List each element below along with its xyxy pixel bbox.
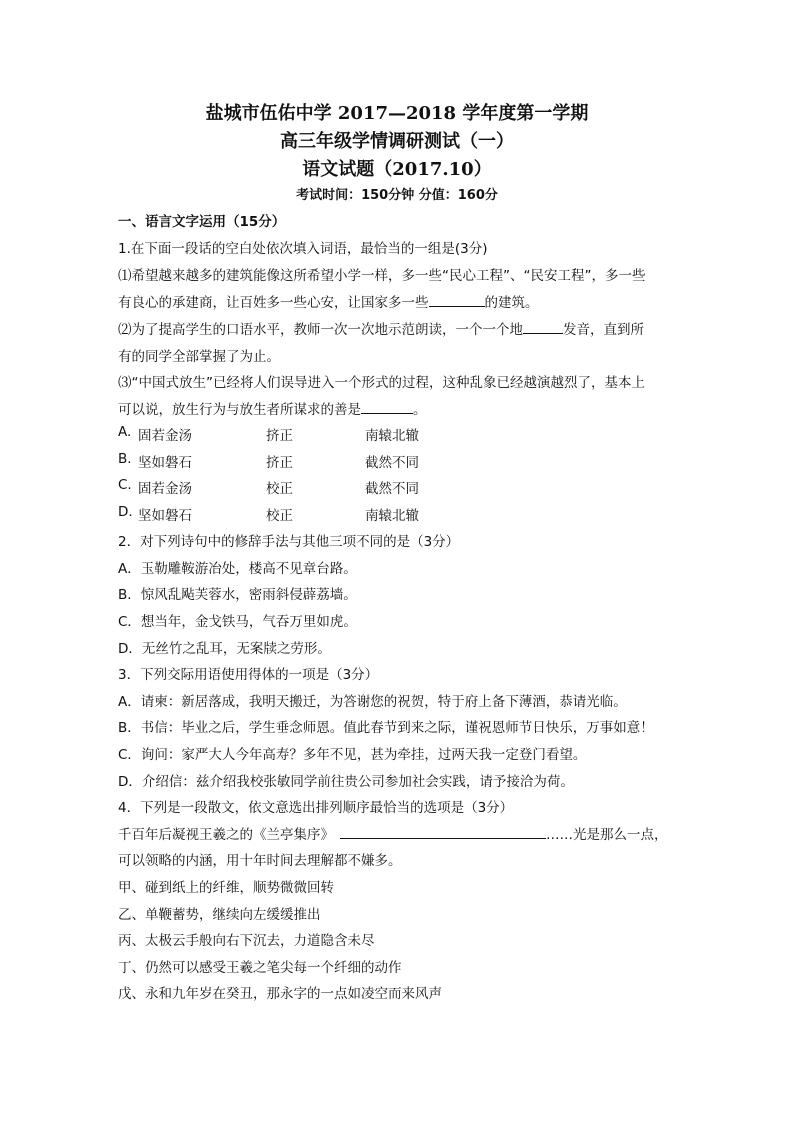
- option-word-3: 南辕北辙: [365, 428, 419, 444]
- text-fragment: 有良心的承建商，让百姓多一些心安，让国家多一些: [118, 295, 429, 311]
- fill-blank: [523, 319, 563, 334]
- question-1-stem: 1.在下面一段话的空白处依次填入词语，最恰当的一组是(3分): [118, 241, 488, 257]
- option-word-1: 坚如磐石: [138, 508, 192, 524]
- option-word-2: 挤正: [266, 455, 293, 471]
- text-fragment: 的建筑。: [484, 295, 539, 311]
- section-heading: 一、语言文字运用（15分）: [118, 214, 286, 230]
- option-word-2: 校正: [266, 481, 293, 497]
- question-2-option-b: B．惊风乱飐芙蓉水，密雨斜侵薜荔墙。: [118, 587, 357, 603]
- exam-subtitle: 高三年级学情调研测试（一）: [280, 131, 514, 152]
- question-1-sentence-1b: [118, 291, 539, 311]
- question-1-sentence-3b: [118, 398, 427, 418]
- text-fragment: 千百年后凝视王羲之的《兰亭集序》: [118, 827, 334, 843]
- question-4-item-wu: 戊、永和九年岁在癸丑，那永字的一点如凌空而来风声: [118, 986, 442, 1002]
- question-1-sentence-3a: ⑶“中国式放生”已经将人们误导进入一个形式的过程，这种乱象已经越演越烈了，基本上: [118, 375, 645, 391]
- question-4-passage-line-1: [118, 823, 668, 843]
- exam-meta: 考试时间：150分钟 分值：160分: [296, 188, 498, 203]
- option-letter: C.: [118, 477, 132, 493]
- question-4-stem: 4．下列是一段散文，依文意选出排列顺序最恰当的选项是（3分）: [118, 800, 514, 816]
- text-fragment: 。: [413, 402, 427, 418]
- option-letter: D.: [118, 504, 133, 520]
- option-word-3: 南辕北辙: [365, 508, 419, 524]
- question-3-option-b: B．书信：毕业之后，学生垂念师恩。值此春节到来之际，谨祝恩师节日快乐，万事如意！: [118, 720, 654, 736]
- text-fragment: 发音，直到所: [563, 322, 644, 338]
- question-1-sentence-2b: 有的同学全部掌握了为止。: [118, 349, 280, 365]
- question-2-option-d: D．无丝竹之乱耳，无案牍之劳形。: [118, 641, 331, 657]
- question-4-item-jia: 甲、碰到纸上的纤维，顺势微微回转: [118, 880, 334, 896]
- option-word-1: 固若金汤: [138, 428, 192, 444]
- option-word-2: 校正: [266, 508, 293, 524]
- fill-blank: [429, 292, 485, 307]
- exam-title: 盐城市伍佑中学 2017—2018 学年度第一学期: [205, 103, 589, 124]
- option-word-1: 坚如磐石: [138, 455, 192, 471]
- question-2-option-c: C．想当年，金戈铁马，气吞万里如虎。: [118, 614, 357, 630]
- question-4-item-ding: 丁、仍然可以感受王羲之笔尖每一个纤细的动作: [118, 960, 402, 976]
- question-3-option-d: D．介绍信：兹介绍我校张敏同学前往贵公司参加社会实践，请予接洽为荷。: [118, 774, 574, 790]
- text-fragment: 可以说，放生行为与放生者所谋求的善是: [118, 402, 361, 418]
- question-4-passage-line-2: 可以领略的内涵，用十年时间去理解都不嫌多。: [118, 853, 402, 869]
- option-word-3: 截然不同: [365, 481, 419, 497]
- question-2-stem: 2．对下列诗句中的修辞手法与其他三项不同的是（3分）: [118, 534, 460, 550]
- option-word-3: 截然不同: [365, 455, 419, 471]
- question-1-sentence-1a: ⑴希望越来越多的建筑能像这所希望小学一样，多一些“民心工程”、“民安工程”，多一些: [118, 268, 646, 284]
- question-3-option-a: A．请柬：新居落成，我明天搬迁，为答谢您的祝贺，特于府上备下薄酒，恭请光临。: [118, 694, 627, 710]
- fill-blank: [361, 399, 413, 414]
- text-fragment: ……光是那么一点，: [546, 827, 668, 843]
- question-4-item-bing: 丙、太极云手般向右下沉去，力道隐含未尽: [118, 933, 375, 949]
- option-word-1: 固若金汤: [138, 481, 192, 497]
- text-fragment: ⑵为了提高学生的口语水平，教师一次一次地示范朗读，一个一个地: [118, 322, 523, 338]
- question-4-item-yi: 乙、单鞭蓄势，继续向左缓缓推出: [118, 907, 321, 923]
- option-letter: B.: [118, 451, 132, 467]
- question-1-sentence-2a: [118, 318, 644, 338]
- fill-blank: [340, 824, 546, 839]
- question-3-option-c: C．询问：家严大人今年高寿？多年不见，甚为牵挂，过两天我一定登门看望。: [118, 747, 587, 763]
- question-3-stem: 3．下列交际用语使用得体的一项是（3分）: [118, 667, 379, 683]
- question-2-option-a: A．玉勒雕鞍游冶处，楼高不见章台路。: [118, 561, 357, 577]
- option-letter: A.: [118, 424, 132, 440]
- exam-subject: 语文试题（2017.10）: [302, 159, 492, 180]
- option-word-2: 挤正: [266, 428, 293, 444]
